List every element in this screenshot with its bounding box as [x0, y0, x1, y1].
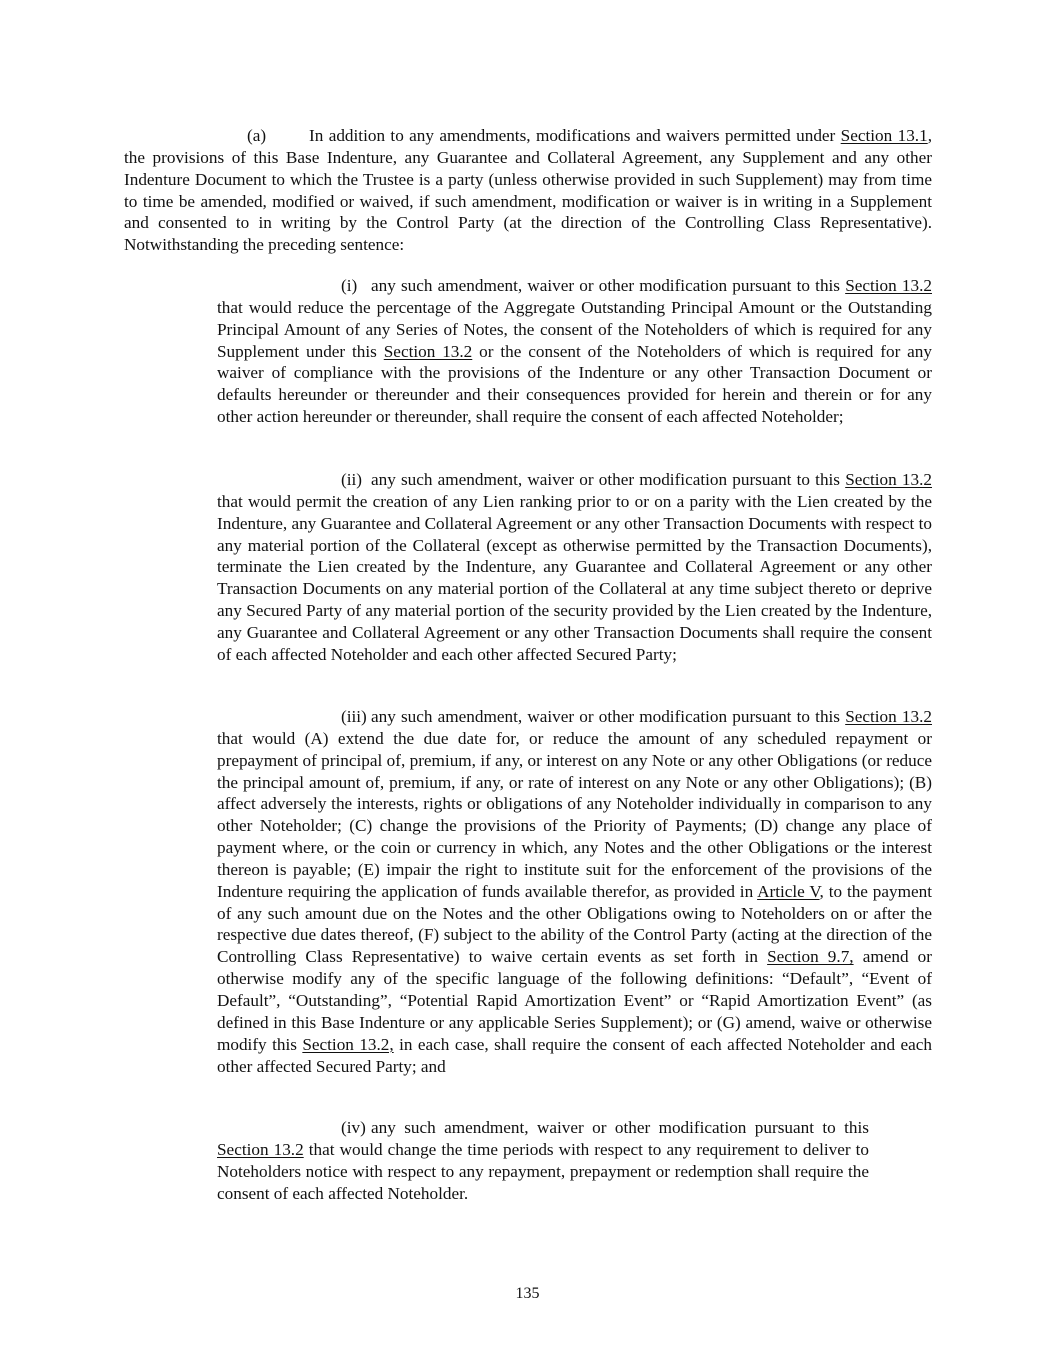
page-number: 135	[515, 1285, 540, 1302]
subparagraph-iii	[217, 706, 932, 1077]
subparagraph-ii-label: (ii)	[341, 470, 362, 489]
subparagraph-i-text-1: any such amendment, waiver or other modification pursuant to this	[371, 276, 846, 295]
paragraph-a-text-1: In addition to any amendments, modifications and waivers permitted under	[309, 126, 841, 145]
subparagraph-iii-text-4: amend or otherwise modify any of the specific language of the following definitions: “Default”, “Event of Default”, “Outstanding”, “Potential Rapid Amortization Event” or “Rapid Amortization Event” (as defined in this Base Indenture or any applicable Series Supplement); or (G) amend, waive or otherwise modify this	[217, 947, 932, 1054]
subparagraph-iii-text-3: , to the payment of any such amount due on the Notes and the other Obligations owing to Noteholders on or after the respective due dates thereof, (F) subject to the ability of the Control Party (acting at the direction of the Controlling Class Representative) to waive certain events as set forth in	[217, 881, 932, 967]
subparagraph-iv	[217, 1117, 869, 1204]
subparagraph-iv-text-2: that would change the time periods with respect to any requirement to deliver to Noteholders notice with respect to any repayment, prepayment or redemption shall require the consent of each affected Noteholder.	[217, 1139, 870, 1203]
subparagraph-ii-text-1: any such amendment, waiver or other modification pursuant to this	[371, 470, 846, 489]
section-13-1-reference[interactable]: Section 13.1	[840, 126, 928, 145]
subparagraph-i-label: (i)	[341, 276, 358, 295]
subparagraph-iv-text-1: any such amendment, waiver or other modification pursuant to this	[371, 1118, 869, 1137]
article-v-reference[interactable]: Article V	[757, 881, 820, 901]
section-13-2-reference[interactable]: Section 13.2	[845, 707, 932, 726]
section-13-2-reference[interactable]: Section 13.2	[383, 341, 473, 361]
subparagraph-i	[217, 275, 932, 428]
paragraph-a	[124, 125, 932, 256]
subparagraph-ii-text-2: that would permit the creation of any Lien ranking prior to or on a parity with the Lien created by the Indenture, any Guarantee and Collateral Agreement or any other Transaction Documents with respect to any material portion of the Collateral (except as otherwise permitted by the Transaction Documents), terminate the Lien created by the Indenture, any Guarantee and Collateral Agreement or any other Transaction Documents on any material portion of the Collateral at any time subject thereto or deprive any Secured Party of any material portion of the security provided by the Lien created by the Indenture, any Guarantee and Collateral Agreement or any other Transaction Documents shall require the consent of each affected Noteholder and each other affected Secured Party;	[217, 491, 932, 664]
section-13-2-reference[interactable]: Section 13.2	[217, 1139, 304, 1159]
section-13-2-reference[interactable]: Section 13.2,	[302, 1034, 394, 1054]
subparagraph-iii-text-5: in each case, shall require the consent of each affected Noteholder and each other affected Secured Party; and	[217, 1034, 933, 1076]
section-13-2-reference[interactable]: Section 13.2	[845, 276, 932, 295]
subparagraph-iv-label: (iv)	[341, 1118, 366, 1137]
subparagraph-iii-text-1: any such amendment, waiver or other modification pursuant to this	[371, 707, 846, 726]
section-13-2-reference[interactable]: Section 13.2	[845, 470, 932, 489]
subparagraph-i-text-2: that would reduce the percentage of the Aggregate Outstanding Principal Amount or the Outstanding Principal Amount of any Series of Notes, the consent of the Noteholders of which is required for any Supplement under this	[217, 297, 932, 361]
subparagraph-iii-label: (iii)	[341, 707, 367, 726]
subparagraph-iii-text-2: that would (A) extend the due date for, or reduce the amount of any scheduled repayment or prepayment of principal of, premium, if any, or interest on any Note or any other Obligations (or reduce the principal amount of, premium, if any, or rate of interest on any Note or any other Obligations); (B) affect adversely the interests, rights or obligations of any Noteholder individually in comparison to any other Noteholder; (C) change the provisions of the Priority of Payments; (D) change any place of payment where, or the coin or currency in which, any Notes and the other Obligations or the interest thereon is payable; (E) impair the right to institute suit for the enforcement of the provisions of the Indenture requiring the application of funds available therefor, as provided in	[217, 728, 932, 901]
paragraph-a-text-2: , the provisions of this Base Indenture, any Guarantee and Collateral Agreement, any Supplement and any other Indenture Document to which the Trustee is a party (unless otherwise provided in such Supplement) may from time to time be amended, modified or waived, if such amendment, modification or waiver is in writing in a Supplement and consented to in writing by the Control Party (at the direction of the Controlling Class Representative). Notwithstanding the preceding sentence:	[124, 126, 932, 255]
subparagraph-ii	[217, 469, 932, 666]
section-9-7-reference[interactable]: Section 9.7,	[767, 947, 854, 967]
paragraph-a-label: (a)	[247, 126, 267, 145]
subparagraph-i-text-3: or the consent of the Noteholders of which is required for any waiver of compliance with the provisions of the Indenture or any other Transaction Document or defaults hereunder or thereunder and their consequences provided for herein and therein or for any other action hereunder or thereunder, shall require the consent of each affected Noteholder;	[217, 341, 932, 427]
